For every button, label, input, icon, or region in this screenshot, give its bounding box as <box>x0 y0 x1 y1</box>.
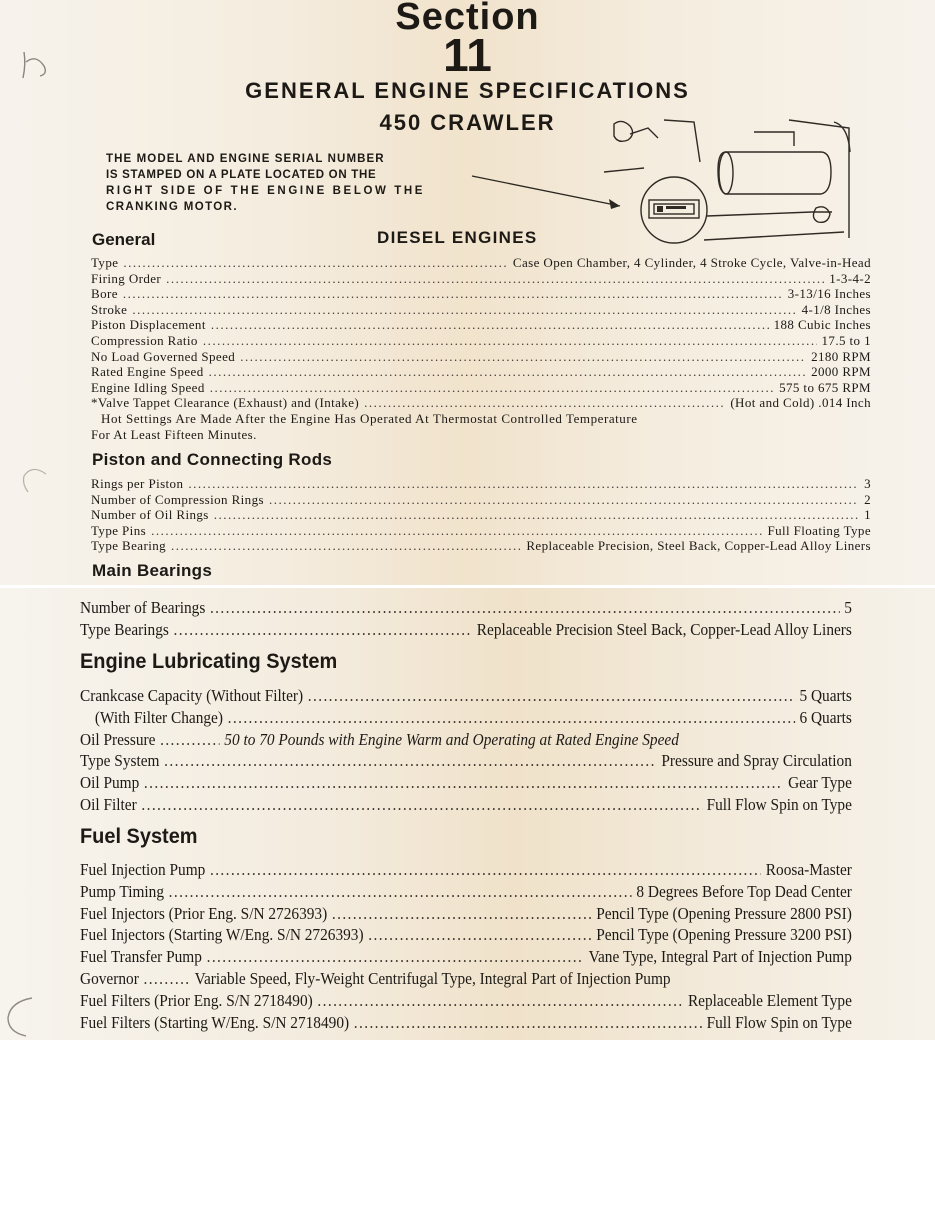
spec-value: Replaceable Element Type <box>687 990 852 1010</box>
leader-dots <box>166 271 824 287</box>
spec-row <box>80 794 852 816</box>
spec-label: Number of Compression Rings <box>91 491 264 507</box>
page-title: GENERAL ENGINE SPECIFICATIONS <box>245 78 690 103</box>
leader-dots <box>354 1012 702 1034</box>
leader-dots <box>210 597 840 619</box>
section-subheading-diesel: DIESEL ENGINES <box>377 228 538 247</box>
spec-value: Full Flow Spin on Type <box>706 1012 852 1032</box>
spec-row <box>91 255 871 271</box>
leader-dots <box>164 750 657 772</box>
spec-value: Full Flow Spin on Type <box>706 794 852 814</box>
spec-label: Pump Timing <box>80 881 165 901</box>
engine-serial-plate-illustration <box>604 112 859 248</box>
spec-value: Roosa-Master <box>765 860 852 879</box>
spec-value: 2180 RPM <box>811 348 871 364</box>
leader-dots <box>203 333 817 349</box>
spec-row <box>80 946 852 968</box>
spec-label: Number of Bearings <box>80 598 206 617</box>
hot-settings-note: Hot Settings Are Made After the Engine Has Operated At Thermostat Controlled Temperature <box>101 410 638 426</box>
spec-row <box>80 924 852 946</box>
spec-row <box>80 772 852 794</box>
spec-label: No Load Governed Speed <box>91 348 236 364</box>
spec-value: Pressure and Spray Circulation <box>661 751 852 771</box>
spec-value: 5 Quarts <box>799 686 852 705</box>
spec-label: Firing Order <box>91 270 162 286</box>
lubrication-spec-table <box>80 685 852 816</box>
spec-label: Oil Pump <box>80 773 140 793</box>
note-line: CRANKING MOTOR. <box>106 201 238 213</box>
spec-value: Replaceable Precision, Steel Back, Copper-Lead Alloy Liners <box>526 538 871 554</box>
spec-value: Vane Type, Integral Part of Injection Pump <box>588 947 852 967</box>
spec-label: Stroke <box>91 301 128 317</box>
spec-row <box>91 364 871 380</box>
spec-label: Type Bearing <box>91 538 167 554</box>
spec-row <box>80 750 852 772</box>
leader-dots <box>169 881 632 903</box>
main-bearings-spec-table <box>80 597 852 641</box>
spec-label: Rings per Piston <box>91 476 184 491</box>
spec-label: Rated Engine Speed <box>91 364 204 380</box>
spec-value: Case Open Chamber, 4 Cylinder, 4 Stroke Cycle, Valve-in-Head <box>512 255 871 270</box>
serial-number-note <box>106 151 468 215</box>
spec-row <box>91 349 871 365</box>
spec-label: Fuel Injectors (Starting W/Eng. S/N 2726393) <box>80 925 364 945</box>
spec-row <box>80 990 852 1012</box>
section-word: Section <box>395 0 540 38</box>
spec-label: Fuel Transfer Pump <box>80 947 202 967</box>
leader-dots <box>210 859 761 881</box>
section-heading-general: General <box>92 230 156 249</box>
spec-row <box>80 1012 852 1034</box>
spec-row <box>91 492 871 508</box>
leader-dots <box>368 924 591 946</box>
leader-dots <box>173 619 472 641</box>
section-heading-lubrication: Engine Lubricating System <box>80 650 338 673</box>
spec-label: Oil Filter <box>80 794 137 814</box>
spec-label: Fuel Filters (Starting W/Eng. S/N 2718490) <box>80 1012 350 1032</box>
leader-dots <box>123 255 507 271</box>
spec-label: Oil Pressure <box>80 729 156 749</box>
leader-dots <box>364 395 725 411</box>
leader-dots <box>143 968 190 990</box>
leader-dots <box>210 380 774 396</box>
leader-dots <box>228 707 795 729</box>
binder-hole-icon <box>14 462 54 502</box>
spec-label: Fuel Injectors (Prior Eng. S/N 2726393) <box>80 903 328 923</box>
spec-value: 5 <box>844 598 852 617</box>
leader-dots <box>214 507 859 523</box>
binder-hole-icon <box>2 992 42 1042</box>
leader-dots <box>151 523 762 539</box>
spec-value: 6 Quarts <box>799 707 852 727</box>
spec-row <box>91 523 871 539</box>
spec-row <box>91 286 871 302</box>
spec-value: Pencil Type (Opening Pressure 2800 PSI) <box>596 903 852 923</box>
leader-dots <box>317 990 683 1012</box>
spec-label: Fuel Injection Pump <box>80 860 206 879</box>
spec-row <box>80 859 852 881</box>
spec-value: 8 Degrees Before Top Dead Center <box>636 881 852 901</box>
spec-value: 50 to 70 Pounds with Engine Warm and Operating at Rated Engine Speed <box>224 729 679 749</box>
spec-row <box>91 538 871 554</box>
general-spec-table <box>91 255 871 442</box>
spec-row <box>80 707 852 729</box>
leader-dots <box>123 286 783 302</box>
spec-value: 4-1/8 Inches <box>801 301 871 317</box>
spec-value: 2000 RPM <box>811 364 871 380</box>
spec-row <box>80 881 852 903</box>
spec-row <box>80 903 852 925</box>
leader-dots <box>171 538 521 554</box>
leader-dots <box>269 492 859 508</box>
piston-spec-table <box>91 476 871 554</box>
spec-label: Type System <box>80 751 160 771</box>
page-subtitle: 450 CRAWLER <box>379 110 556 135</box>
leader-dots <box>188 476 859 492</box>
spec-value: 1-3-4-2 <box>829 270 871 286</box>
spec-row <box>91 333 871 349</box>
section-heading-fuel: Fuel System <box>80 825 198 848</box>
leader-dots <box>132 302 796 318</box>
spec-value: Replaceable Precision Steel Back, Copper-Lead Alloy Liners <box>476 619 852 639</box>
spec-row <box>91 271 871 287</box>
leader-dots <box>308 685 795 707</box>
spec-value: 3 <box>864 476 871 491</box>
spec-row <box>80 597 852 619</box>
note-line: THE MODEL AND ENGINE SERIAL NUMBER <box>106 153 385 165</box>
spec-label: Number of Oil Rings <box>91 507 209 523</box>
leader-dots <box>207 946 584 968</box>
fuel-spec-table <box>80 859 852 1033</box>
leader-dots <box>160 729 220 751</box>
spec-row <box>80 685 852 707</box>
spec-row <box>91 507 871 523</box>
spec-row <box>91 476 871 492</box>
spec-value: Gear Type <box>788 773 852 793</box>
spec-label: Compression Ratio <box>91 332 198 348</box>
spec-label: Piston Displacement <box>91 317 206 333</box>
leader-dots <box>144 772 783 794</box>
spec-row <box>80 729 852 751</box>
section-heading-main-bearings: Main Bearings <box>92 561 213 580</box>
spec-value: 188 Cubic Inches <box>773 317 871 333</box>
note-line: RIGHT SIDE OF THE ENGINE BELOW THE <box>106 185 426 197</box>
spec-value: 3-13/16 Inches <box>787 286 871 302</box>
spec-label: Type Bearings <box>80 619 169 639</box>
spec-row <box>80 968 852 990</box>
spec-value: 1 <box>864 507 871 523</box>
leader-dots <box>141 794 702 816</box>
leader-dots <box>240 349 806 365</box>
spec-value: Pencil Type (Opening Pressure 3200 PSI) <box>596 925 852 945</box>
spec-label: Type <box>91 255 119 270</box>
note-line: IS STAMPED ON A PLATE LOCATED ON THE <box>106 169 377 181</box>
spec-label: Crankcase Capacity (Without Filter) <box>80 686 304 705</box>
spec-value: 17.5 to 1 <box>821 332 871 348</box>
spec-label: (With Filter Change) <box>94 707 223 727</box>
spec-label: Type Pins <box>91 522 147 538</box>
spec-row <box>91 317 871 333</box>
spec-label: Fuel Filters (Prior Eng. S/N 2718490) <box>80 990 313 1010</box>
spec-label: Engine Idling Speed <box>91 379 205 395</box>
spec-value: Full Floating Type <box>767 522 871 538</box>
spec-value: 2 <box>864 491 871 507</box>
spec-row <box>91 395 871 411</box>
spec-value: Variable Speed, Fly-Weight Centrifugal Type, Integral Part of Injection Pump <box>194 968 671 988</box>
spec-row <box>80 619 852 641</box>
spec-row <box>91 302 871 318</box>
spec-label: Bore <box>91 286 118 302</box>
spec-value: 575 to 675 RPM <box>779 379 871 395</box>
spec-row <box>91 380 871 396</box>
leader-dots <box>332 903 592 925</box>
spec-value: (Hot and Cold) .014 Inch <box>730 395 871 411</box>
leader-dots <box>211 317 769 333</box>
leader-dots <box>209 364 806 380</box>
spec-label: *Valve Tappet Clearance (Exhaust) and (Intake) <box>91 395 360 411</box>
section-heading-piston: Piston and Connecting Rods <box>92 450 333 469</box>
spec-label: Governor <box>80 968 139 988</box>
hot-settings-note-cont: For At Least Fifteen Minutes. <box>91 426 257 442</box>
section-number: 11 <box>443 29 492 81</box>
